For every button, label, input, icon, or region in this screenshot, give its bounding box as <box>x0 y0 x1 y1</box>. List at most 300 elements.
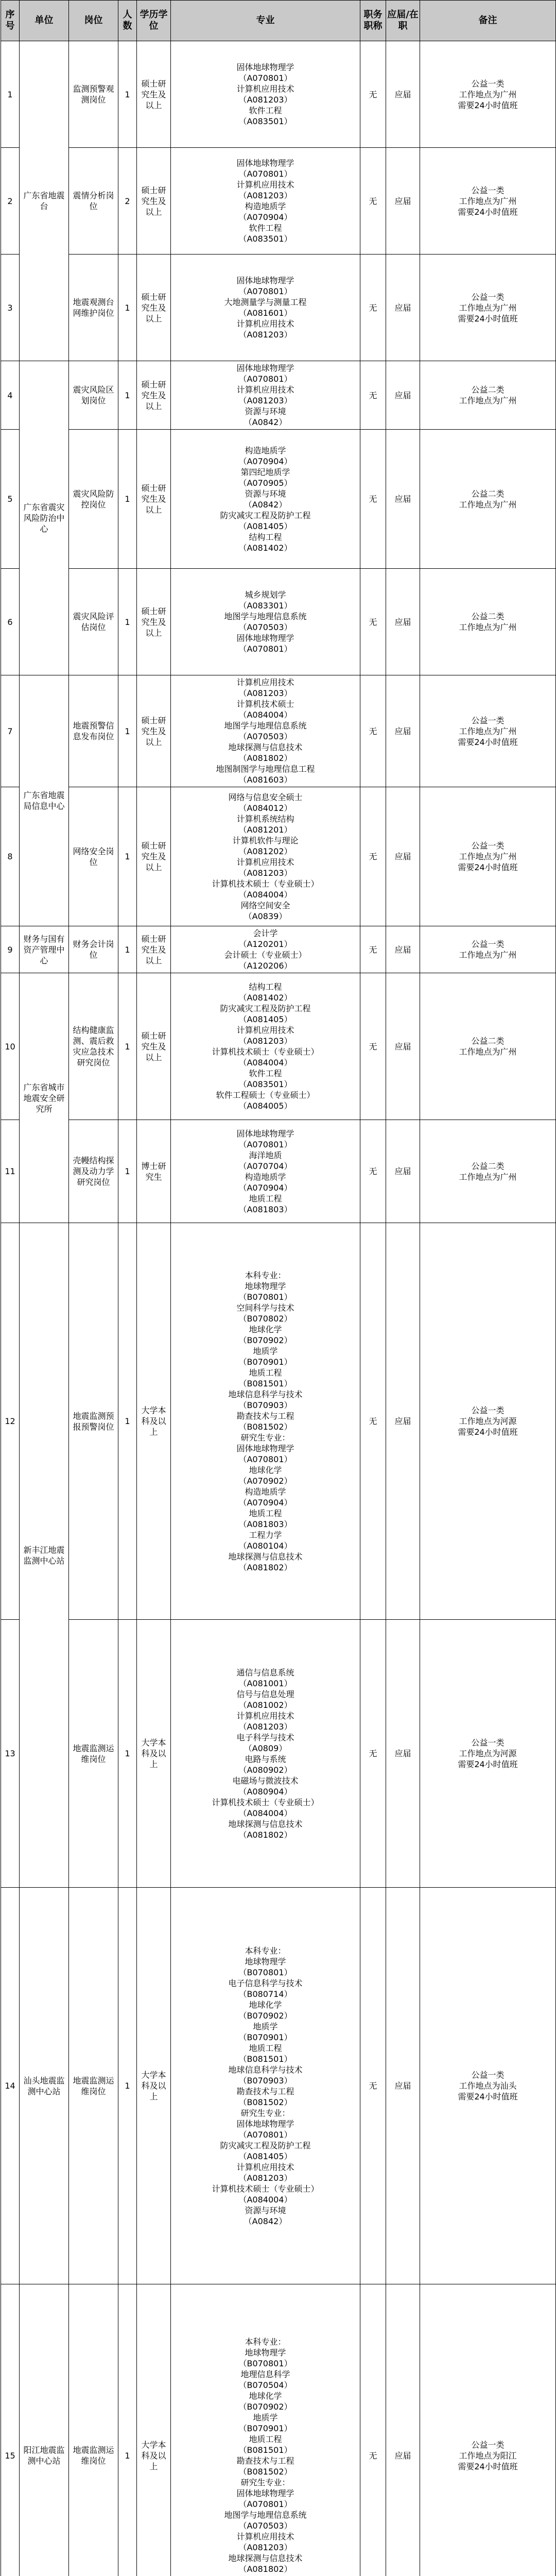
unit-cell: 广东省城市地震安全研究所 <box>20 973 69 1223</box>
major-line: （A081802） <box>238 1829 292 1840</box>
header-major: 专业 <box>171 1 360 41</box>
major-line: 城乡规划学 <box>245 590 286 600</box>
count-cell: 1 <box>118 2284 137 2576</box>
status-cell: 应届 <box>386 255 420 361</box>
unit-cell: 新丰江地震监测中心站 <box>20 1223 69 1888</box>
major-line: （A084005） <box>238 1101 292 1111</box>
title-cell: 无 <box>360 926 386 973</box>
major-line: 地质工程 <box>249 2043 282 2053</box>
major-line: （A084004） <box>238 710 292 720</box>
major-line: 结构工程 <box>249 532 282 542</box>
major-line: 计算机技术硕士（专业硕士） <box>212 878 319 889</box>
major-line: 地质学 <box>253 2021 278 2031</box>
major-line: 工程力学 <box>249 1530 282 1540</box>
position-cell: 地震监测运维岗位 <box>69 2284 118 2576</box>
major-line: 研究生专业： <box>240 1432 290 1443</box>
table-row <box>1 787 556 926</box>
status-cell: 应届 <box>386 148 420 255</box>
major-cell <box>171 1120 360 1223</box>
major-line: （B070901） <box>238 2424 292 2433</box>
major-line: （A081203） <box>238 688 292 698</box>
major-line: 构造地质学 <box>245 445 286 455</box>
title-cell: 无 <box>360 41 386 148</box>
position-cell: 地震观测台网维护岗位 <box>69 255 118 361</box>
major-line: 固体地球物理学 <box>236 1443 294 1453</box>
note-cell: 公益一类 工作地点为阳江 需要24小时值班 <box>420 2284 556 2576</box>
position-cell: 结构健康监测、震后救灾应急技术研究岗位 <box>69 973 118 1120</box>
major-line: 地质工程 <box>249 1508 282 1518</box>
major-line: 地理信息科学 <box>240 2369 290 2379</box>
major-line: 固体地球物理学 <box>236 2488 294 2498</box>
major-line: 地球信息科学与技术 <box>228 2064 303 2075</box>
major-line: 勘查技术与工程 <box>236 1411 294 1421</box>
row-number: 10 <box>1 973 20 1120</box>
major-line: （B070902） <box>238 2010 292 2021</box>
position-cell: 财务会计岗位 <box>69 926 118 973</box>
degree-cell: 博士研究生 <box>137 1120 171 1223</box>
title-cell: 无 <box>360 1223 386 1620</box>
major-line: （A083301） <box>238 601 292 611</box>
count-cell: 1 <box>118 1120 137 1223</box>
count-cell: 1 <box>118 675 137 787</box>
table-row <box>1 1888 556 2284</box>
major-line: （A070801） <box>238 2129 292 2140</box>
major-line: （A083501） <box>238 1079 292 1089</box>
major-line: 资源与环境 <box>245 2205 286 2215</box>
status-cell: 应届 <box>386 973 420 1120</box>
header-note: 备注 <box>420 1 556 41</box>
position-cell: 地震监测运维岗位 <box>69 1888 118 2284</box>
major-line: （A070503） <box>238 622 292 632</box>
table-row <box>1 2284 556 2576</box>
major-line: （A080902） <box>238 1765 292 1775</box>
major-line: 电子科学与技术 <box>236 1732 294 1742</box>
count-cell: 1 <box>118 973 137 1120</box>
table-body <box>1 41 556 2576</box>
table-row <box>1 1120 556 1223</box>
major-cell <box>171 361 360 430</box>
note-cell: 公益二类 工作地点为广州 <box>420 430 556 569</box>
major-line: 电磁场与微波技术 <box>232 1775 299 1786</box>
major-line: 地球物理学 <box>245 1956 286 1967</box>
major-line: 构造地质学 <box>245 1486 286 1497</box>
title-cell: 无 <box>360 1888 386 2284</box>
note-cell: 公益一类 工作地点为广州 需要24小时值班 <box>420 148 556 255</box>
major-line: （A070902） <box>238 1476 292 1486</box>
note-cell: 公益二类 工作地点为广州 <box>420 361 556 430</box>
count-cell: 1 <box>118 361 137 430</box>
major-line: （A081203） <box>238 330 292 340</box>
major-line: （A070801） <box>238 2499 292 2509</box>
major-line: 计算机技术硕士（专业硕士） <box>212 1797 319 1807</box>
major-cell <box>171 1223 360 1620</box>
major-line: 软件工程 <box>249 223 282 233</box>
major-line: （A070905） <box>238 478 292 488</box>
status-cell: 应届 <box>386 1888 420 2284</box>
status-cell: 应届 <box>386 41 420 148</box>
status-cell: 应届 <box>386 926 420 973</box>
major-cell <box>171 569 360 675</box>
major-line: （B070902） <box>238 1335 292 1345</box>
major-line: （B081502） <box>238 1421 292 1432</box>
major-line: 计算机技术硕士 <box>236 699 294 709</box>
title-cell: 无 <box>360 675 386 787</box>
major-line: 计算机技术硕士（专业硕士） <box>212 1047 319 1057</box>
major-cell <box>171 787 360 926</box>
unit-cell: 广东省地震台 <box>20 41 69 361</box>
position-cell: 地震预警信息发布岗位 <box>69 675 118 787</box>
row-number: 3 <box>1 255 20 361</box>
count-cell: 1 <box>118 569 137 675</box>
count-cell: 1 <box>118 926 137 973</box>
major-line: （A081203） <box>238 396 292 405</box>
major-line: 固体地球物理学 <box>236 158 294 168</box>
major-line: 固体地球物理学 <box>236 276 294 285</box>
major-line: 固体地球物理学 <box>236 363 294 373</box>
major-line: 地质工程 <box>249 1367 282 1378</box>
count-cell: 1 <box>118 255 137 361</box>
position-cell: 地震监测运维岗位 <box>69 1620 118 1888</box>
major-line: （A081803） <box>238 1204 292 1214</box>
major-line: 资源与环境 <box>245 488 286 499</box>
major-line: （B080714） <box>238 1989 292 1999</box>
unit-cell: 广东省地震局信息中心 <box>20 675 69 926</box>
table-row <box>1 361 556 430</box>
major-line: （A084004） <box>238 2194 292 2205</box>
row-number: 1 <box>1 41 20 148</box>
major-line: （A081601） <box>238 308 292 318</box>
major-line: 固体地球物理学 <box>236 62 294 72</box>
position-cell: 震情分析岗位 <box>69 148 118 255</box>
major-line: 会计硕士（专业硕士） <box>224 950 307 960</box>
status-cell: 应届 <box>386 1223 420 1620</box>
degree-cell: 硕士研究生及以上 <box>137 41 171 148</box>
major-line: 地球探测与信息技术 <box>228 1819 303 1829</box>
major-line: （A081203） <box>238 2543 292 2552</box>
major-line: （A081402） <box>238 543 292 553</box>
major-line: 地球探测与信息技术 <box>228 742 303 752</box>
major-line: 计算机应用技术 <box>236 385 294 395</box>
title-cell: 无 <box>360 430 386 569</box>
row-number: 14 <box>1 1888 20 2284</box>
position-cell: 地震监测预报预警岗位 <box>69 1223 118 1620</box>
status-cell: 应届 <box>386 569 420 675</box>
table-row <box>1 569 556 675</box>
major-line: （A0842） <box>244 417 287 427</box>
major-line: 固体地球物理学 <box>236 2119 294 2129</box>
count-cell: 1 <box>118 41 137 148</box>
degree-cell: 硕士研究生及以上 <box>137 255 171 361</box>
major-line: 防灾减灾工程及防护工程 <box>220 2140 311 2150</box>
major-line: （A081203） <box>238 95 292 105</box>
major-line: （A070904） <box>238 212 292 222</box>
major-line: 防灾减灾工程及防护工程 <box>220 1004 311 1013</box>
table-row <box>1 148 556 255</box>
recruitment-table <box>1 0 556 2576</box>
major-line: （A081203） <box>238 2173 292 2183</box>
major-line: 勘查技术与工程 <box>236 2086 294 2096</box>
table-row <box>1 255 556 361</box>
major-line: （A070801） <box>238 1139 292 1149</box>
major-line: （A081201） <box>238 824 292 835</box>
major-line: 本科专业： <box>245 1945 286 1956</box>
row-number: 7 <box>1 675 20 787</box>
major-line: 计算机应用技术 <box>236 1710 294 1721</box>
major-line: （A081802） <box>238 753 292 763</box>
major-line: 地球物理学 <box>245 1281 286 1291</box>
major-line: （B070801） <box>238 1292 292 1302</box>
major-line: （A070503） <box>238 732 292 741</box>
major-line: 固体地球物理学 <box>236 633 294 643</box>
major-line: 地球探测与信息技术 <box>228 2553 303 2563</box>
major-line: 海洋地质 <box>249 1150 282 1160</box>
major-line: 通信与信息系统 <box>236 1667 294 1677</box>
major-line: 地球化学 <box>249 1465 282 1475</box>
note-cell: 公益一类 工作地点为广州 需要24小时值班 <box>420 41 556 148</box>
status-cell: 应届 <box>386 430 420 569</box>
major-line: （B070802） <box>238 1313 292 1324</box>
major-cell <box>171 148 360 255</box>
major-line: （B070801） <box>238 2359 292 2368</box>
header-status: 应届/在职 <box>386 1 420 41</box>
major-line: （A081203） <box>238 191 292 200</box>
major-line: （A070904） <box>238 456 292 466</box>
major-line: 本科专业： <box>245 2337 286 2347</box>
major-line: 构造地质学 <box>245 1172 286 1182</box>
major-line: 地球信息科学与技术 <box>228 1389 303 1399</box>
table-row <box>1 973 556 1120</box>
major-line: （A070801） <box>238 286 292 296</box>
major-line: （A070801） <box>238 169 292 179</box>
major-line: 资源与环境 <box>245 406 286 416</box>
major-line: 计算机应用技术 <box>236 677 294 687</box>
major-line: （A0842） <box>244 499 287 510</box>
major-line: （A081001） <box>238 1678 292 1688</box>
major-line: 地图学与地理信息系统 <box>224 612 307 621</box>
major-line: 地球化学 <box>249 2391 282 2401</box>
title-cell: 无 <box>360 973 386 1120</box>
major-line: （A120206） <box>238 961 292 971</box>
major-line: 软件工程 <box>249 106 282 115</box>
major-line: （A081202） <box>238 846 292 856</box>
note-cell: 公益二类 工作地点为广州 <box>420 973 556 1120</box>
degree-cell: 大学本科及以上 <box>137 2284 171 2576</box>
major-line: 地图制图学与地理信息工程 <box>216 764 315 774</box>
major-cell <box>171 41 360 148</box>
degree-cell: 硕士研究生及以上 <box>137 675 171 787</box>
major-line: （A081002） <box>238 1700 292 1710</box>
major-line: 地质工程 <box>249 1193 282 1204</box>
degree-cell: 硕士研究生及以上 <box>137 569 171 675</box>
major-line: （B070901） <box>238 2032 292 2042</box>
major-line: （A080104） <box>238 1540 292 1551</box>
major-line: （B070903） <box>238 1400 292 1410</box>
major-cell <box>171 973 360 1120</box>
major-cell <box>171 2284 360 2576</box>
major-line: 大地测量学与测量工程 <box>224 297 307 307</box>
table-row <box>1 1223 556 1620</box>
position-cell: 震灾风险区划岗位 <box>69 361 118 430</box>
row-number: 11 <box>1 1120 20 1223</box>
title-cell: 无 <box>360 255 386 361</box>
major-line: （B081502） <box>238 2467 292 2477</box>
major-line: （B081501） <box>238 1378 292 1388</box>
degree-cell: 硕士研究生及以上 <box>137 787 171 926</box>
unit-cell: 财务与国有资产管理中心 <box>20 926 69 973</box>
major-line: 地图学与地理信息系统 <box>224 721 307 731</box>
table-row <box>1 1620 556 1888</box>
row-number: 15 <box>1 2284 20 2576</box>
count-cell: 1 <box>118 787 137 926</box>
header-count: 人数 <box>118 1 137 41</box>
count-cell: 1 <box>118 1620 137 1888</box>
major-line: （A084004） <box>238 1058 292 1067</box>
degree-cell: 硕士研究生及以上 <box>137 148 171 255</box>
major-cell <box>171 675 360 787</box>
major-line: （A083501） <box>238 116 292 126</box>
position-cell: 监测预警观测岗位 <box>69 41 118 148</box>
major-line: （A081802） <box>238 2564 292 2574</box>
major-line: （A084004） <box>238 889 292 900</box>
note-cell: 公益二类 工作地点为广州 <box>420 1120 556 1223</box>
title-cell: 无 <box>360 1120 386 1223</box>
major-line: 信号与信息处理 <box>236 1689 294 1699</box>
major-line: 计算机应用技术 <box>236 2532 294 2541</box>
major-cell <box>171 1620 360 1888</box>
unit-cell: 阳江地震监测中心站 <box>20 2284 69 2576</box>
major-line: 计算机技术硕士（专业硕士） <box>212 2183 319 2194</box>
major-line: （B081501） <box>238 2054 292 2064</box>
major-line: 研究生专业： <box>240 2478 290 2487</box>
note-cell: 公益一类 工作地点为河源 需要24小时值班 <box>420 1223 556 1620</box>
degree-cell: 硕士研究生及以上 <box>137 430 171 569</box>
unit-cell: 汕头地震监测中心站 <box>20 1888 69 2284</box>
degree-cell: 大学本科及以上 <box>137 1620 171 1888</box>
major-line: 构造地质学 <box>245 201 286 211</box>
unit-cell: 广东省震灾风险防治中心 <box>20 361 69 675</box>
major-line: 研究生专业： <box>240 2108 290 2118</box>
major-line: （A081402） <box>238 993 292 1003</box>
major-line: （A070801） <box>238 374 292 384</box>
major-line: （A081803） <box>238 1519 292 1529</box>
major-line: （A084012） <box>238 803 292 813</box>
title-cell: 无 <box>360 787 386 926</box>
major-line: （B070903） <box>238 2075 292 2086</box>
status-cell: 应届 <box>386 1120 420 1223</box>
header-position: 岗位 <box>69 1 118 41</box>
major-line: （A081405） <box>238 1014 292 1024</box>
major-line: （B070902） <box>238 2402 292 2412</box>
major-line: 空间科学与技术 <box>236 1302 294 1313</box>
major-line: （A084004） <box>238 1808 292 1818</box>
count-cell: 2 <box>118 148 137 255</box>
major-line: （B081502） <box>238 2097 292 2107</box>
note-cell: 公益一类 工作地点为广州 需要24小时值班 <box>420 787 556 926</box>
position-cell: 震灾风险防控岗位 <box>69 430 118 569</box>
header-title: 职务职称 <box>360 1 386 41</box>
major-line: 防灾减灾工程及防护工程 <box>220 510 311 520</box>
major-line: （A083501） <box>238 234 292 244</box>
major-line: （B081501） <box>238 2445 292 2455</box>
major-line: 地球探测与信息技术 <box>228 1551 303 1562</box>
degree-cell: 硕士研究生及以上 <box>137 973 171 1120</box>
row-number: 9 <box>1 926 20 973</box>
major-line: 软件工程硕士（专业硕士） <box>216 1090 315 1100</box>
major-line: （A120201） <box>238 939 292 949</box>
major-line: 计算机应用技术 <box>236 1025 294 1035</box>
count-cell: 1 <box>118 1223 137 1620</box>
major-line: （B070901） <box>238 1357 292 1367</box>
status-cell: 应届 <box>386 2284 420 2576</box>
major-line: 结构工程 <box>249 982 282 992</box>
row-number: 5 <box>1 430 20 569</box>
note-cell: 公益一类 工作地点为广州 需要24小时值班 <box>420 675 556 787</box>
title-cell: 无 <box>360 1620 386 1888</box>
major-line: 地球化学 <box>249 1324 282 1334</box>
note-cell: 公益一类 工作地点为广州 <box>420 926 556 973</box>
count-cell: 1 <box>118 430 137 569</box>
major-cell <box>171 430 360 569</box>
major-line: 地球化学 <box>249 1999 282 2010</box>
row-number: 12 <box>1 1223 20 1620</box>
major-line: （A081603） <box>238 775 292 785</box>
note-cell: 公益二类 工作地点为广州 <box>420 569 556 675</box>
major-line: （A0842） <box>244 2216 287 2226</box>
table-row <box>1 675 556 787</box>
note-cell: 公益一类 工作地点为河源 需要24小时值班 <box>420 1620 556 1888</box>
status-cell: 应届 <box>386 1620 420 1888</box>
count-cell: 1 <box>118 1888 137 2284</box>
major-line: 计算机应用技术 <box>236 180 294 190</box>
table-row <box>1 41 556 148</box>
major-line: 固体地球物理学 <box>236 1128 294 1139</box>
header-degree: 学历学位 <box>137 1 171 41</box>
row-number: 6 <box>1 569 20 675</box>
degree-cell: 大学本科及以上 <box>137 1888 171 2284</box>
major-line: 计算机软件与理论 <box>232 835 299 845</box>
major-line: （B070801） <box>238 1967 292 1977</box>
table-header-row <box>1 1 556 41</box>
major-line: 第四纪地质学 <box>240 467 290 477</box>
major-line: （A081405） <box>238 2151 292 2161</box>
position-cell: 壳幔结构探测及动力学研究岗位 <box>69 1120 118 1223</box>
major-line: （A081802） <box>238 1562 292 1572</box>
major-line: （A081405） <box>238 521 292 531</box>
major-line: 电子信息科学与技术 <box>228 1978 303 1988</box>
major-line: （A080904） <box>238 1786 292 1797</box>
major-line: 会计学 <box>253 928 278 938</box>
row-number: 13 <box>1 1620 20 1888</box>
major-cell <box>171 1888 360 2284</box>
major-line: 网络空间安全 <box>240 900 290 910</box>
major-line: 地球物理学 <box>245 2348 286 2358</box>
major-line: 计算机应用技术 <box>236 319 294 329</box>
major-line: （A070904） <box>238 1497 292 1507</box>
degree-cell: 硕士研究生及以上 <box>137 361 171 430</box>
major-line: （A070704） <box>238 1161 292 1171</box>
major-line: 地图学与地理信息系统 <box>224 2510 307 2520</box>
major-line: 地质学 <box>253 1346 278 1356</box>
major-line: （A0839） <box>244 911 287 921</box>
major-line: （A0809） <box>244 1743 287 1753</box>
title-cell: 无 <box>360 569 386 675</box>
major-line: 计算机系统结构 <box>236 814 294 824</box>
note-cell: 公益一类 工作地点为广州 需要24小时值班 <box>420 255 556 361</box>
row-number: 4 <box>1 361 20 430</box>
position-cell: 震灾风险评估岗位 <box>69 569 118 675</box>
title-cell: 无 <box>360 361 386 430</box>
major-line: 网络与信息安全硕士 <box>228 792 303 802</box>
